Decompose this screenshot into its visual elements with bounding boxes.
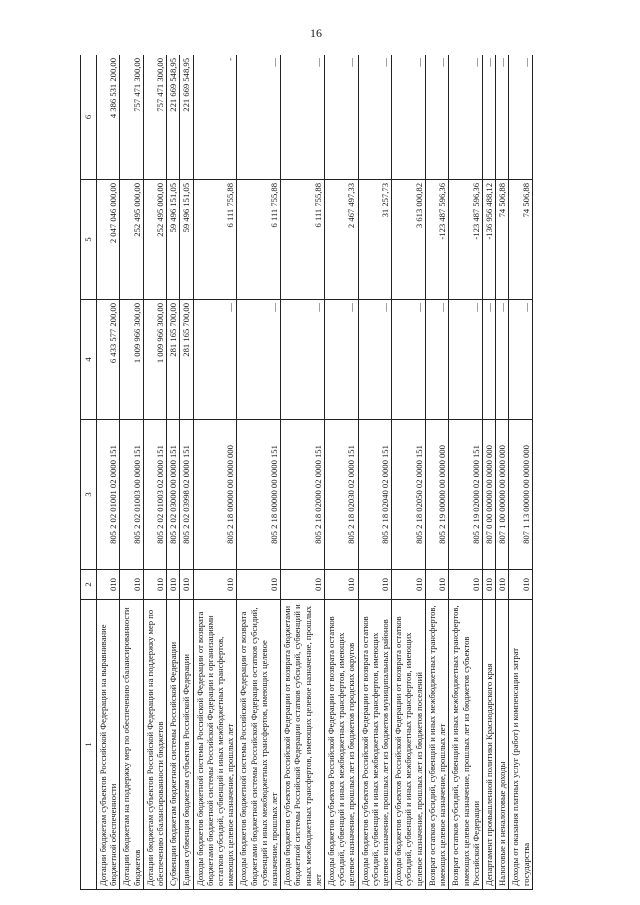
table-row xyxy=(449,55,483,890)
row-admin-code-cell: 010 xyxy=(509,570,532,600)
row-budget-code-cell: 807 1 13 00000 00 0000 000 xyxy=(509,420,532,570)
row-col6-cell: — xyxy=(325,55,359,180)
row-name-cell: Доходы бюджетов субъектов Российской Федерации от возврата остатков субсидий, субвенций и иных межбюджетных трансфертов, имеющих целевое назначение, прошлых лет из бюджетов поселений xyxy=(392,600,426,890)
table-row xyxy=(97,55,120,890)
row-col6-cell: 221 669 548,95 xyxy=(167,55,180,180)
row-col4-cell: 6 433 577 200,00 xyxy=(97,300,120,420)
row-budget-code-cell: 805 2 19 00000 00 0000 000 xyxy=(425,420,448,570)
table-row xyxy=(325,55,359,890)
row-col5-cell: 2 467 497,33 xyxy=(325,180,359,300)
row-name-cell: Доходы бюджетов бюджетной системы Российской Федерации от возврата бюджетами бюджетной системы Российской Федерации остатков субсидий, субвенций и иных межбюджетных трансфертов, имеющих целевое назначение, прошлых лет xyxy=(237,600,281,890)
header-col-3: 3 xyxy=(81,420,97,570)
row-admin-code-cell: 010 xyxy=(120,570,143,600)
row-admin-code-cell: 010 xyxy=(143,570,166,600)
row-name-cell: Возврат остатков субсидий, субвенций и иных межбюджетных трансфертов, имеющих целевое назначение, прошлых лет из бюджетов субъектов Российской Федерации xyxy=(449,600,483,890)
header-row xyxy=(81,55,97,890)
row-admin-code-cell: 010 xyxy=(237,570,281,600)
row-admin-code-cell: 010 xyxy=(425,570,448,600)
row-col5-cell: -136 956 488,12 xyxy=(482,180,495,300)
row-col4-cell: — xyxy=(325,300,359,420)
row-name-cell: Доходы от оказания платных услуг (работ) и компенсации затрат государства xyxy=(509,600,532,890)
page-number: 16 xyxy=(310,26,322,40)
row-col4-cell: — xyxy=(482,300,495,420)
header-col-6: 6 xyxy=(81,55,97,180)
row-col4-cell: 1 009 966 300,00 xyxy=(120,300,143,420)
row-col6-cell: 221 669 548,95 xyxy=(180,55,193,180)
row-col6-cell: - xyxy=(193,55,237,180)
row-budget-code-cell: 805 2 02 03998 02 0000 151 xyxy=(180,420,193,570)
row-col5-cell: -123 487 596,36 xyxy=(449,180,483,300)
row-col6-cell: 4 386 531 200,00 xyxy=(97,55,120,180)
table-row xyxy=(180,55,193,890)
row-col4-cell: — xyxy=(237,300,281,420)
row-admin-code-cell: 010 xyxy=(281,570,325,600)
row-name-cell: Доходы бюджетов субъектов Российской Федерации от возврата остатков субсидий, субвенций и иных межбюджетных трансфертов, имеющих целевое назначение, прошлых лет из бюджетов муниципальных районов xyxy=(358,600,392,890)
rotated-table xyxy=(80,55,610,890)
row-name-cell: Дотации бюджетам на поддержку мер по обеспечению сбалансированности бюджетов xyxy=(120,600,143,890)
row-budget-code-cell: 805 2 18 02040 02 0000 151 xyxy=(358,420,392,570)
table-row xyxy=(482,55,495,890)
row-col5-cell: 252 495 000,00 xyxy=(143,180,166,300)
row-budget-code-cell: 805 2 02 03000 00 0000 151 xyxy=(167,420,180,570)
row-col5-cell: -123 487 596,36 xyxy=(425,180,448,300)
row-admin-code-cell: 010 xyxy=(358,570,392,600)
row-col5-cell: 74 506,88 xyxy=(496,180,509,300)
row-col4-cell: 281 165 700,00 xyxy=(180,300,193,420)
row-col6-cell: — xyxy=(509,55,532,180)
row-budget-code-cell: 807 1 00 00000 00 0000 000 xyxy=(496,420,509,570)
row-name-cell: Доходы бюджетов субъектов Российской Федерации от возврата бюджетами бюджетной системы Российской Федерации остатков субсидий, субвенций и иных межбюджетных трансфертов, имеющих целевое назначение, прошлых лет xyxy=(281,600,325,890)
row-budget-code-cell: 805 2 19 02000 02 0000 151 xyxy=(449,420,483,570)
row-col4-cell: — xyxy=(392,300,426,420)
row-admin-code-cell: 010 xyxy=(449,570,483,600)
row-col6-cell: — xyxy=(358,55,392,180)
row-col5-cell: 31 257,73 xyxy=(358,180,392,300)
row-col4-cell: — xyxy=(425,300,448,420)
table-row xyxy=(509,55,532,890)
row-budget-code-cell: 805 2 18 00000 00 0000 000 xyxy=(193,420,237,570)
row-col6-cell: — xyxy=(496,55,509,180)
header-col-2: 2 xyxy=(81,570,97,600)
row-name-cell: Дотации бюджетам субъектов Российской Федерации на поддержку мер по обеспечению сбалансированности бюджетов xyxy=(143,600,166,890)
header-col-1: 1 xyxy=(81,600,97,890)
row-col5-cell: 59 496 151,05 xyxy=(180,180,193,300)
row-col4-cell: — xyxy=(509,300,532,420)
row-col6-cell: — xyxy=(237,55,281,180)
table-row xyxy=(281,55,325,890)
row-name-cell: Единая субвенция бюджетам субъектов Российской Федерации xyxy=(180,600,193,890)
row-col5-cell: 3 613 000,82 xyxy=(392,180,426,300)
row-col4-cell: — xyxy=(358,300,392,420)
row-col4-cell: — xyxy=(449,300,483,420)
row-name-cell: Доходы бюджетов бюджетной системы Российской Федерации от возврата бюджетами бюджетной системы Российской Федерации и организациями остатков субсидий, субвенций и иных межбюджетных трансфертов, имеющих целевое назначение, прошлых лет xyxy=(193,600,237,890)
row-budget-code-cell: 805 2 18 02000 02 0000 151 xyxy=(281,420,325,570)
row-admin-code-cell: 010 xyxy=(482,570,495,600)
row-admin-code-cell: 010 xyxy=(167,570,180,600)
row-col5-cell: 252 495 000,00 xyxy=(120,180,143,300)
row-col6-cell: — xyxy=(425,55,448,180)
row-admin-code-cell: 010 xyxy=(392,570,426,600)
row-col6-cell: — xyxy=(392,55,426,180)
table-row xyxy=(193,55,237,890)
row-budget-code-cell: 805 2 02 01003 00 0000 151 xyxy=(120,420,143,570)
row-budget-code-cell: 805 2 02 01001 02 0000 151 xyxy=(97,420,120,570)
row-admin-code-cell: 010 xyxy=(97,570,120,600)
row-name-cell: Возврат остатков субсидий, субвенций и иных межбюджетных трансфертов, имеющих целевое назначение, прошлых лет xyxy=(425,600,448,890)
row-name-cell: Субвенции бюджетам бюджетной системы Российской Федерации xyxy=(167,600,180,890)
revenue-table xyxy=(80,55,533,890)
row-col6-cell: — xyxy=(482,55,495,180)
row-col6-cell: — xyxy=(281,55,325,180)
row-budget-code-cell: 805 2 02 01003 02 0000 151 xyxy=(143,420,166,570)
row-col6-cell: — xyxy=(449,55,483,180)
row-col4-cell: 1 009 966 300,00 xyxy=(143,300,166,420)
row-col4-cell: — xyxy=(281,300,325,420)
header-col-5: 5 xyxy=(81,180,97,300)
row-budget-code-cell: 805 2 18 02050 02 0000 151 xyxy=(392,420,426,570)
rotated-table-area xyxy=(80,55,610,890)
row-col5-cell: 6 111 755,88 xyxy=(193,180,237,300)
row-admin-code-cell: 010 xyxy=(496,570,509,600)
header-col-4: 4 xyxy=(81,300,97,420)
row-name-cell: Дотации бюджетам субъектов Российской Федерации на выравнивание бюджетной обеспеченности xyxy=(97,600,120,890)
row-col5-cell: 59 496 151,05 xyxy=(167,180,180,300)
table-body xyxy=(97,55,533,890)
row-col5-cell: 6 111 755,88 xyxy=(281,180,325,300)
row-budget-code-cell: 807 0 00 00000 00 0000 000 xyxy=(482,420,495,570)
row-name-cell: Доходы бюджетов субъектов Российской Федерации от возврата остатков субсидий, субвенций и иных межбюджетных трансфертов, имеющих целевое назначение, прошлых лет из бюджетов городских округов xyxy=(325,600,359,890)
table-row xyxy=(167,55,180,890)
row-col6-cell: 757 471 300,00 xyxy=(143,55,166,180)
table-row xyxy=(143,55,166,890)
row-col4-cell: — xyxy=(193,300,237,420)
table-row xyxy=(237,55,281,890)
row-admin-code-cell: 010 xyxy=(180,570,193,600)
row-col4-cell: 281 165 700,00 xyxy=(167,300,180,420)
row-col5-cell: 74 506,88 xyxy=(509,180,532,300)
table-row xyxy=(358,55,392,890)
row-budget-code-cell: 805 2 18 02030 02 0000 151 xyxy=(325,420,359,570)
row-col5-cell: 6 111 755,88 xyxy=(237,180,281,300)
row-budget-code-cell: 805 2 18 00000 00 0000 151 xyxy=(237,420,281,570)
table-row xyxy=(425,55,448,890)
row-name-cell: Налоговые и неналоговые доходы xyxy=(496,600,509,890)
table-row xyxy=(392,55,426,890)
row-col5-cell: 2 047 046 000,00 xyxy=(97,180,120,300)
row-name-cell: Департамент промышленной политики Краснодарского края xyxy=(482,600,495,890)
table-row xyxy=(496,55,509,890)
table-row xyxy=(120,55,143,890)
row-col6-cell: 757 471 300,00 xyxy=(120,55,143,180)
row-admin-code-cell: 010 xyxy=(193,570,237,600)
row-admin-code-cell: 010 xyxy=(325,570,359,600)
row-col4-cell: — xyxy=(496,300,509,420)
